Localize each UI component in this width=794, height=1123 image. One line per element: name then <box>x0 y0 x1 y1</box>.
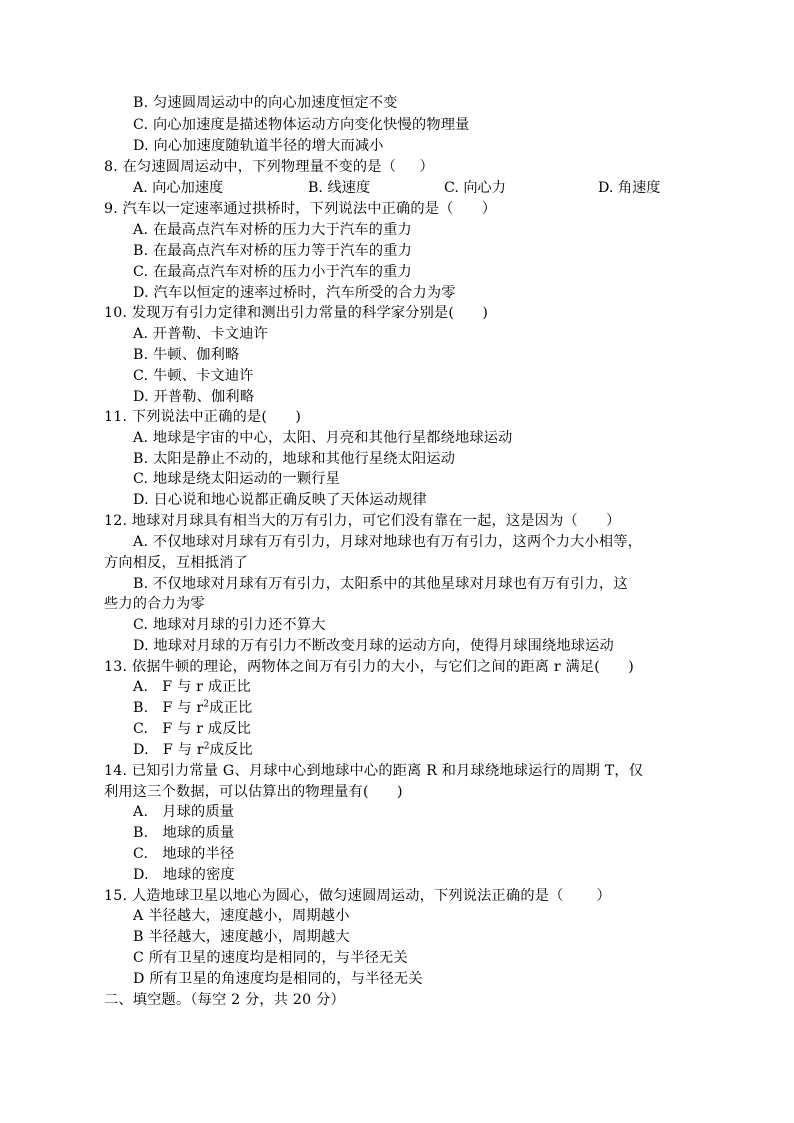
question-15: 15. 人造地球卫星以地心为圆心，做匀速圆周运动，下列说法正确的是（ ） <box>104 888 611 904</box>
section-2-heading: 二、填空题。（每空 2 分，共 20 分） <box>104 992 345 1008</box>
q13-option-b-tail: 成正比 <box>209 700 253 716</box>
q8-option-a: A. 向心加速度 <box>133 180 224 196</box>
q13-option-d-tail: 成反比 <box>209 742 253 758</box>
q10-option-a: A. 开普勒、卡文迪许 <box>133 326 268 342</box>
q7-option-b: B. 匀速圆周运动中的向心加速度恒定不变 <box>133 95 398 111</box>
q13-option-b-text: B. F 与 r <box>133 700 204 716</box>
q12-option-b-line1: B. 不仅地球对月球有万有引力，太阳系中的其他星球对月球也有万有引力，这 <box>133 576 628 592</box>
q12-option-b-line2: 些力的合力为零 <box>104 596 205 612</box>
q14-option-b: B. 地球的质量 <box>133 825 235 841</box>
q9-option-c: C. 在最高点汽车对桥的压力小于汽车的重力 <box>133 264 412 280</box>
q14-option-a: A. 月球的质量 <box>133 804 235 820</box>
q11-option-a: A. 地球是宇宙的中心，太阳、月亮和其他行星都绕地球运动 <box>133 430 513 446</box>
question-14-line1: 14. 已知引力常量 G、月球中心到地球中心的距离 R 和月球绕地球运行的周期 T，仅 <box>104 763 644 779</box>
q8-option-c: C. 向心力 <box>444 180 506 196</box>
q7-option-d: D. 向心加速度随轨道半径的增大而减小 <box>133 138 384 154</box>
q10-option-b: B. 牛顿、伽利略 <box>133 347 240 363</box>
q11-option-c: C. 地球是绕太阳运动的一颗行星 <box>133 471 341 487</box>
q13-option-d-exponent: 2 <box>203 741 210 752</box>
q10-option-c: C. 牛顿、卡文迪许 <box>133 368 254 384</box>
q13-option-c: C. F 与 r 成反比 <box>133 721 252 737</box>
question-13: 13. 依据牛顿的理论，两物体之间万有引力的大小，与它们之间的距离 r 满足( ) <box>104 659 635 675</box>
q7-option-c: C. 向心加速度是描述物体运动方向变化快慢的物理量 <box>133 117 470 133</box>
question-9: 9. 汽车以一定速率通过拱桥时，下列说法中正确的是（ ） <box>104 201 497 217</box>
q9-option-d: D. 汽车以恒定的速率过桥时，汽车所受的合力为零 <box>133 285 456 301</box>
question-8: 8. 在匀速圆周运动中，下列物理量不变的是（ ） <box>104 159 434 175</box>
question-10: 10. 发现万有引力定律和测出引力常量的科学家分别是( ) <box>104 305 489 321</box>
q13-option-b-exponent: 2 <box>203 699 210 710</box>
q13-option-d-text: D. F 与 r <box>133 742 204 758</box>
q11-option-d: D. 日心说和地心说都正确反映了天体运动规律 <box>133 492 427 508</box>
question-14-line2: 利用这三个数据，可以估算出的物理量有( ) <box>104 784 403 800</box>
q14-option-d: D. 地球的密度 <box>133 867 235 883</box>
q15-option-b: B 半径越大，速度越小，周期越大 <box>133 929 350 945</box>
q12-option-d: D. 地球对月球的万有引力不断改变月球的运动方向，使得月球围绕地球运动 <box>133 638 614 654</box>
q12-option-c: C. 地球对月球的引力还不算大 <box>133 617 326 633</box>
q13-option-a: A. F 与 r 成正比 <box>133 679 251 695</box>
question-8-options <box>133 178 693 198</box>
q8-option-b: B. 线速度 <box>308 180 371 196</box>
q12-option-a-line1: A. 不仅地球对月球有万有引力，月球对地球也有万有引力，这两个力大小相等， <box>133 534 643 550</box>
q15-option-c: C 所有卫星的速度均是相同的，与半径无关 <box>133 950 408 966</box>
q13-option-b <box>133 698 252 718</box>
q10-option-d: D. 开普勒、伽利略 <box>133 389 255 405</box>
q11-option-b: B. 太阳是静止不动的，地球和其他行星绕太阳运动 <box>133 451 456 467</box>
q14-option-c: C. 地球的半径 <box>133 846 235 862</box>
q15-option-a: A 半径越大，速度越小，周期越小 <box>133 908 350 924</box>
q8-option-d: D. 角速度 <box>598 180 661 196</box>
question-12: 12. 地球对月球具有相当大的万有引力，可它们没有靠在一起，这是因为（ ） <box>104 513 621 529</box>
q12-option-a-line2: 方向相反，互相抵消了 <box>104 555 248 571</box>
q13-option-d <box>133 740 253 760</box>
q9-option-a: A. 在最高点汽车对桥的压力大于汽车的重力 <box>133 222 412 238</box>
q9-option-b: B. 在最高点汽车对桥的压力等于汽车的重力 <box>133 243 413 259</box>
q15-option-d: D 所有卫星的角速度均是相同的，与半径无关 <box>133 971 423 987</box>
question-11: 11. 下列说法中正确的是( ) <box>104 409 302 425</box>
